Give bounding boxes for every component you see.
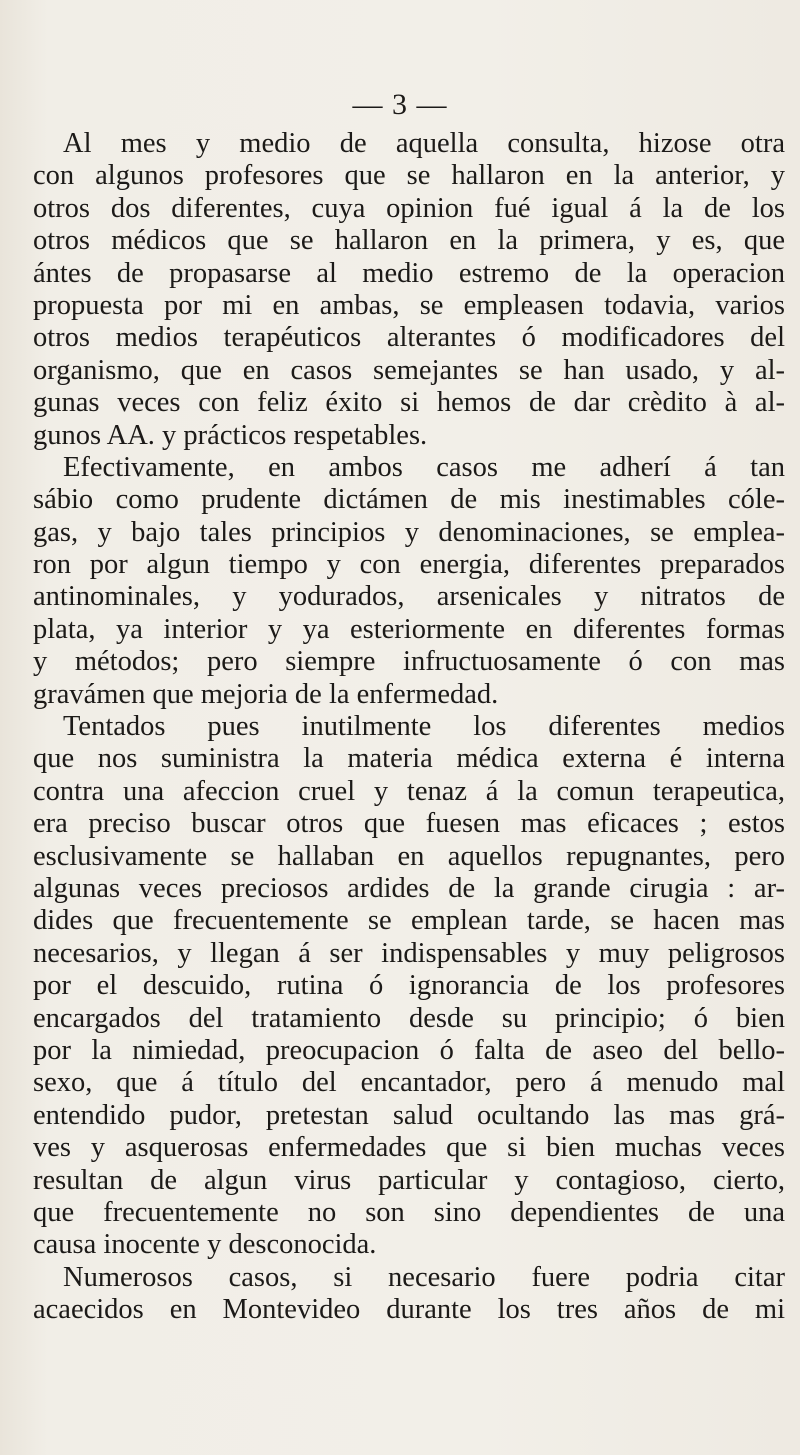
text-line: resultan de algun virus particular y contagioso, cierto,: [33, 1164, 785, 1196]
text-line: esclusivamente se hallaban en aquellos repugnantes, pero: [33, 840, 785, 872]
text-line: ron por algun tiempo y con energia, diferentes preparados: [33, 549, 785, 581]
body-text: [33, 128, 785, 1326]
text-line: gunos AA. y prácticos respetables.: [33, 419, 428, 451]
text-line: gravámen que mejoria de la enfermedad.: [33, 678, 499, 710]
text-line: sexo, que á título del encantador, pero á menudo mal: [33, 1067, 785, 1099]
page-number: — 3 —: [352, 88, 448, 121]
text-line: causa inocente y desconocida.: [33, 1229, 377, 1261]
text-line: encargados del tratamiento desde su principio; ó bien: [33, 1002, 785, 1034]
text-line: Al mes y medio de aquella consulta, hizose otra: [63, 128, 785, 159]
text-line: organismo, que en casos semejantes se han usado, y al-: [33, 354, 785, 386]
text-line: que nos suministra la materia médica externa é interna: [33, 743, 785, 775]
text-line: Numerosos casos, si necesario fuere podria citar: [63, 1261, 785, 1293]
text-line: acaecidos en Montevideo durante los tres años de mi: [33, 1294, 785, 1326]
text-line: y métodos; pero siempre infructuosamente ó con mas: [33, 646, 785, 678]
text-line: propuesta por mi en ambas, se empleasen todavia, varios: [33, 289, 785, 321]
text-line: entendido pudor, pretestan salud ocultando las mas grá-: [33, 1099, 785, 1131]
text-line: por la nimiedad, preocupacion ó falta de aseo del bello-: [33, 1034, 785, 1066]
text-line: sábio como prudente dictámen de mis inestimables cóle-: [33, 484, 785, 516]
text-line: ántes de propasarse al medio estremo de la operacion: [33, 257, 785, 289]
text-line: gas, y bajo tales principios y denominaciones, se emplea-: [33, 516, 785, 548]
text-line: dides que frecuentemente se emplean tarde, se hacen mas: [33, 905, 785, 937]
text-line: necesarios, y llegan á ser indispensables y muy peligrosos: [33, 937, 785, 969]
text-line: ves y asquerosas enfermedades que si bien muchas veces: [33, 1132, 785, 1164]
text-line: plata, ya interior y ya esteriormente en diferentes formas: [33, 613, 785, 645]
text-line: contra una afeccion cruel y tenaz á la comun terapeutica,: [33, 775, 785, 807]
text-line: gunas veces con feliz éxito si hemos de dar crèdito à al-: [33, 387, 785, 419]
text-line: otros dos diferentes, cuya opinion fué igual á la de los: [33, 192, 785, 224]
text-line: algunas veces preciosos ardides de la grande cirugia : ar-: [33, 872, 785, 904]
text-line: era preciso buscar otros que fuesen mas eficaces ; estos: [33, 808, 785, 840]
text-line: Efectivamente, en ambos casos me adherí á tan: [63, 451, 785, 483]
text-line: con algunos profesores que se hallaron en la anterior, y: [33, 160, 785, 192]
text-line: por el descuido, rutina ó ignorancia de los profesores: [33, 970, 785, 1002]
text-line: que frecuentemente no son sino dependientes de una: [33, 1196, 785, 1228]
text-line: otros médicos que se hallaron en la primera, y es, que: [33, 225, 785, 257]
text-line: Tentados pues inutilmente los diferentes medios: [63, 711, 785, 743]
text-line: antinominales, y yodurados, arsenicales y nitratos de: [33, 581, 785, 613]
text-line: otros medios terapéuticos alterantes ó modificadores del: [33, 322, 785, 354]
